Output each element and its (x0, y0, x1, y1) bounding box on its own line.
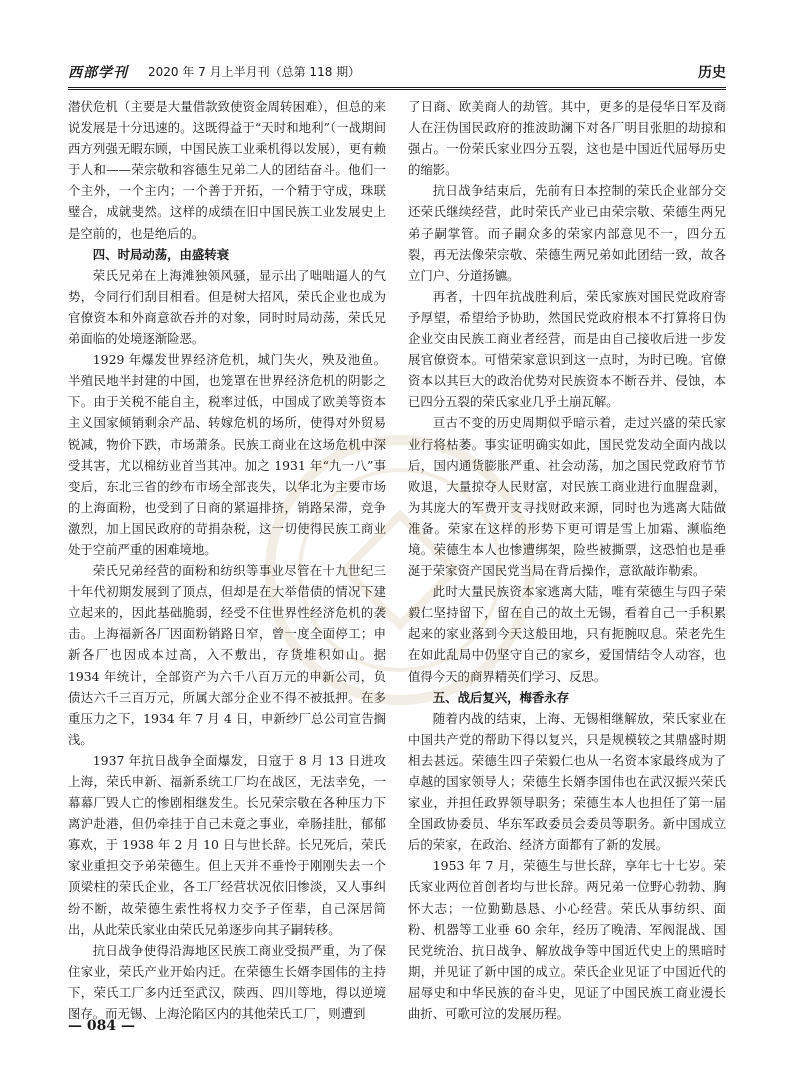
right-paragraph: 再者，十四年抗战胜利后，荣氏家族对国民党政府寄予厚望，希望给予协助，然国民党政府根本不打算将日伪企业交由民族工商业者经营，而是由自己接收后进一步发展官僚资本。可惜荣家意识到这一点时，为时已晚。官僚资本以其巨大的政治优势对民族资本不断吞并、侵蚀，本已四分五裂的荣氏家业几乎土崩瓦解。 (408, 288, 726, 410)
right-paragraph: 随着内战的结束，上海、无锡相继解放，荣氏家业在中国共产党的帮助下得以复兴，只是规模较之其鼎盛时期相去甚远。荣德生四子荣毅仁也从一名资本家最终成为了卓越的国家领导人；荣德生长婿李国伟也在武汉振兴荣氏家业，并担任政界领导职务；荣德生本人也担任了第一届全国政协委员、华东军政委员会委员等职务。新中国成立后的荣家，在政治、经济方面都有了新的发展。 (408, 710, 726, 853)
left-paragraph: 荣氏兄弟经营的面粉和纺织等事业尽管在十九世纪三十年代初期发展到了顶点，但却是在大举借债的情况下建立起来的，因此基础脆弱，经受不住世界性经济危机的袭击。上海福新各厂因面粉销路日窄，曾一度全面停工；申新各厂也因成本过高，入不敷出，存货堆积如山。据 1934 年统计，全部资产为六千八百万元的申新公司，负债达六千三百万元，所属大部分企业不得不被抵押。在多重压力之下，1934 年 7 月 4 日，申新纱厂总公司宣告搁浅。 (68, 563, 386, 747)
header-rule (68, 87, 726, 88)
left-paragraph: 1929 年爆发世界经济危机，城门失火，殃及池鱼。半殖民地半封建的中国，也笼罩在世界经济危机的阴影之下。由于关税不能自主，税率过低，中国成了欧美等资本主义国家倾销剩余产品、转嫁危机的场所，使得对外贸易锐减，物价下跌，市场萧条。民族工商业在这场危机中深受其害，尤以棉纺业首当其冲。加之 1931 年“九一八”事变后，东北三省的纱布市场全部丧失，以华北为主要市场的上海面粉，也受到了日商的紧逼排挤，销路呆滞，竞争激烈，加上国民政府的苛捐杂税，这一切使得民族工商业处于空前严重的困难境地。 (68, 352, 386, 557)
left-paragraph: 潜伏危机（主要是大量借款致使资金周转困难），但总的来说发展是十分迅速的。这既得益于“天时和地利”（一战期间西方列强无暇东顾，中国民族工业乘机得以发展），更有赖于人和——荣宗敬和容德生兄弟二人的团结奋斗。他们一个主外，一个主内；一个善于开拓，一个精于守成，珠联璧合，成就斐然。这样的成绩在旧中国民族工业发展史上是空前的，也是绝后的。 (68, 99, 386, 241)
right-section-heading: 五、战后复兴，梅香永存 (432, 689, 570, 705)
left-section-heading: 四、时局动荡，由盛转衰 (92, 246, 230, 262)
page-number: — 084 — (68, 1018, 135, 1034)
left-paragraph: 荣氏兄弟在上海滩独领风骚，显示出了咄咄逼人的气势，令同行们刮目相看。但是树大招风，荣氏企业也成为官僚资本和外商意欲吞并的对象，同时时局动荡，荣氏兄弟面临的处境逐渐险恶。 (68, 267, 386, 347)
right-paragraph: 了日商、欧美商人的劫管。其中，更多的是侵华日军及商人在汪伪国民政府的推波助澜下对各厂明目张胆的劫掠和强占。一份荣氏家业四分五裂，这也是中国近代屈辱历史的缩影。 (408, 99, 726, 178)
right-paragraph: 亘古不变的历史周期似乎暗示着，走过兴盛的荣氏家业行将枯萎。事实证明确实如此，国民党发动全面内战以后，国内通货膨胀严重、社会动荡，加之国民党政府节节败退，大量掠夺人民财富，对民族工商业进行血腥盘剥，为其庞大的军费开支寻找财政来源，同时也为逃离大陆做准备。荣家在这样的形势下更可谓是雪上加霜、濒临绝境。荣德生本人也惨遭绑架，险些被撕票，这恐怕也是垂涎于荣家资产国民党当局在背后操作，意欲敲诈勒索。 (408, 415, 726, 579)
left-column (68, 96, 386, 1024)
right-paragraph: 1953 年 7 月，荣德生与世长辞，享年七十七岁。荣氏家业两位首创者均与世长辞。两兄弟一位野心勃勃、胸怀大志；一位勤勤恳恳、小心经营。荣氏从事纺织、面粉、机器等工业垂 60 余年，经历了晚清、军阀混战、国民党统治、抗日战争、解放战争等中国近代史上的黑暗时期，并见证了新中国的成立。荣氏企业见证了中国近代的屈辱史和中华民族的奋斗史，见证了中国民族工商业漫长曲折、可歌可泣的发展历程。 (408, 858, 726, 1022)
left-paragraph: 抗日战争使得沿海地区民族工商业受损严重，为了保住家业，荣氏产业开始内迁。在荣德生长婿李国伟的主持下，荣氏工厂多内迁至武汉，陕西、四川等地，得以逆境图存。而无锡、上海沦陷区内的其他荣氏工厂，则遭到 (68, 942, 386, 1022)
journal-logo: 西部学刊 (68, 65, 128, 81)
right-paragraph: 此时大量民族资本家逃离大陆，唯有荣德生与四子荣毅仁坚持留下，留在自己的故土无锡，看着自己一手积累起来的家业落到今天这般田地，只有扼腕叹息。荣老先生在如此乱局中仍坚守自己的家乡，爱国情结令人动容，也值得今天的商界精英们学习、反思。 (408, 584, 726, 684)
left-paragraph: 1937 年抗日战争全面爆发，日寇于 8 月 13 日进攻上海，荣氏申新、福新系统工厂均在战区，无法幸免，一幕幕厂毁人亡的惨剧相继发生。长兄荣宗敬在各种压力下离沪赴港，但仍牵挂于自己未竟之事业，牵肠挂肚，郁郁寡欢，于 1938 年 2 月 10 日与世长辞。长兄死后，荣氏家业重担交予弟荣德生。但上天并不垂怜于刚刚失去一个顶梁柱的荣氏企业，各工厂经营状况依旧惨淡，又人事纠纷不断，故荣德生索性将权力交予子侄辈，自己深居简出，从此荣氏家业由荣氏兄弟逐步向其子嗣转移。 (68, 752, 386, 937)
page-header (68, 60, 726, 86)
right-paragraph: 抗日战争结束后，先前有日本控制的荣氏企业部分交还荣氏继续经营，此时荣氏产业已由荣宗敬、荣德生两兄弟子嗣掌管。而子嗣众多的荣家内部意见不一，四分五裂，再无法像荣宗敬、荣德生两兄弟如此团结一致，故各立门户、分道扬镳。 (408, 183, 726, 283)
section-name: 历史 (698, 65, 726, 81)
issue-info: 2020 年 7 月上半月刊（总第 118 期） (148, 65, 361, 79)
header-rule-second (68, 89, 726, 90)
right-column (408, 96, 726, 1024)
